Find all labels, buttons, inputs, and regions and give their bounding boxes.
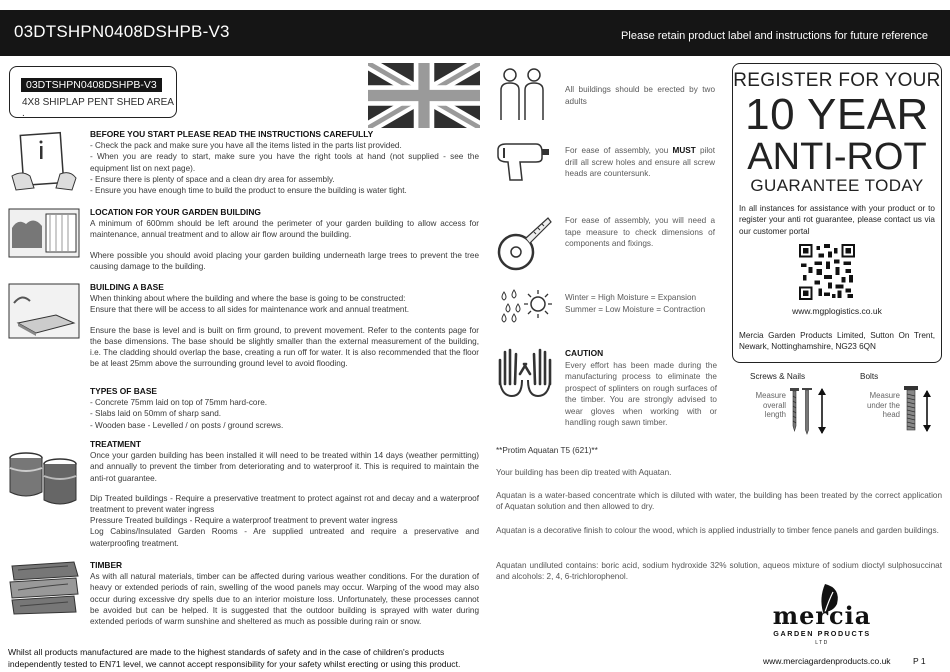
moisture-line: Winter = High Moisture = Expansion — [565, 293, 697, 302]
header-product-code: 03DTSHPN0408DSHPB-V3 — [14, 22, 230, 41]
page-number: P 1 — [913, 656, 926, 666]
before-line: - When you are ready to start, make sure you have the right tools at hand (not supplied - see the equipment list on next page). — [90, 152, 479, 173]
location-title: LOCATION FOR YOUR GARDEN BUILDING — [90, 207, 261, 217]
caution-note — [565, 348, 717, 429]
base-text: Ensure the base is level and is built on firm ground, to prevent movement. Refer to the contents page for the base dimensions. The base should be slightly smaller than the external measurement of the building, i.e. The cladding should overlap the base, creating a run off for water. It is also recommended that the floor be at least 25mm above the surrounding ground level to avoid flooding. — [90, 325, 479, 369]
uk-flag-icon — [368, 63, 480, 128]
mercia-logo — [755, 580, 890, 650]
tape-measure-note: For ease of assembly, you will need a tape measure to check dimensions of components and fixings. — [565, 216, 715, 248]
types-line: - Wooden base - Levelled / on posts / ground screws. — [90, 420, 284, 430]
before-line: - Ensure you have enough time to build the product to ensure the building is water tight. — [90, 186, 407, 196]
protim-heading: **Protim Aquatan T5 (621)** — [496, 446, 598, 455]
section-types-of-base — [90, 386, 479, 431]
gloves-icon — [496, 344, 554, 398]
pilot-must: MUST — [672, 146, 696, 155]
moisture-line: Summer = Low Moisture = Contraction — [565, 304, 706, 314]
guarantee-box — [732, 63, 942, 363]
tape-measure-icon — [496, 216, 552, 274]
guarantee-line-anti-rot: ANTI-ROT — [747, 136, 927, 178]
bolt-measure-icon — [902, 384, 934, 434]
safety-disclaimer: Whilst all products manufactured are made to the highest standards of safety and in the case of children's products independently tested to EN71 level, we cannot accept responsibility for your safety whilst erecting or using this product. — [8, 647, 461, 669]
caution-text: Every effort has been made during the manufacturing process to eliminate the prospect of splinters on rough surfaces of the timber. You are strongly advised to wear gloves when working with or handling rough sawn timber. — [565, 360, 717, 427]
pilot-post: pilot drill all screw holes and ensure all screw heads are countersunk. — [565, 146, 715, 178]
section-before-you-start — [90, 129, 479, 196]
dip-treated-text: Your building has been dip treated with Aquatan. — [496, 468, 672, 477]
product-code: 03DTSHPN0408DSHPB-V3 — [21, 78, 162, 92]
screws-nails-title: Screws & Nails — [750, 372, 806, 381]
product-label-box — [9, 66, 177, 118]
treatment-text: Dip Treated buildings - Require a preservative treatment to protect against rot and decay and a waterproof treatment to prevent water ingress — [90, 493, 479, 515]
header-bar — [0, 10, 950, 56]
garden-building-icon — [8, 208, 80, 258]
base-foundation-icon — [8, 283, 80, 339]
caution-title: CAUTION — [565, 348, 604, 358]
weather-moisture-icon — [498, 288, 552, 324]
treatment-text: Once your garden building has been installed it will need to be treated within 14 days (weather permitting) and annually to prevent the timber from deteriorating and to waterproof it. This is required to maintain the anti-rot guarantee. — [90, 451, 479, 483]
qr-code-icon[interactable] — [799, 244, 855, 300]
instructions-book-icon — [8, 130, 80, 192]
guarantee-line-today: GUARANTEE TODAY — [750, 176, 924, 195]
product-name: 4X8 SHIPLAP PENT SHED AREA . — [22, 97, 174, 119]
bolts-title: Bolts — [860, 372, 879, 381]
treatment-title: TREATMENT — [90, 439, 142, 449]
before-line: - Check the pack and make sure you have all the items listed in the parts list provided. — [90, 141, 402, 151]
company-address: Mercia Garden Products Limited, Sutton On Trent, Newark, Nottinghamshire, NG23 6QN — [739, 331, 935, 352]
guarantee-instructions: In all instances for assistance with your product or to register your anti rot guarantee, please contact us via our customer portal — [739, 204, 935, 236]
aquatan-text-1: Aquatan is a water-based concentrate which is diluted with water, the building has been treated by the correct application of Aquatan solution and then allowed to dry. — [496, 491, 942, 512]
section-location — [90, 207, 479, 272]
timber-planks-icon — [8, 560, 80, 616]
location-text: A minimum of 600mm should be left around the perimeter of your garden building to allow access for maintenance, annual treatment and to allow air flow around the building. — [90, 219, 479, 240]
guarantee-portal-link[interactable]: www.mgplogistics.co.uk — [792, 306, 882, 316]
base-text: Ensure that there will be access to all sides for maintenance work and annual treatment. — [90, 305, 410, 315]
moisture-note — [565, 292, 717, 315]
timber-title: TIMBER — [90, 560, 123, 570]
location-text: Where possible you should avoid placing your garden building underneath large trees to prevent the tree causing damage to the building. — [90, 250, 479, 271]
aquatan-text-2: Aquatan is a decorative finish to colour the wood, which is applied industrially to timber fence panels and garden buildings. — [496, 526, 939, 535]
base-text: When thinking about where the building and where the base is going to be constructed: — [90, 294, 406, 304]
pilot-drill-note — [565, 145, 715, 180]
before-line: - Ensure there is plenty of space and a clean dry area for assembly. — [90, 174, 335, 184]
base-title: BUILDING A BASE — [90, 282, 164, 292]
two-adults-icon — [496, 66, 548, 122]
bolts-measure-note: Measure under the head — [867, 391, 900, 420]
drill-icon — [496, 140, 550, 184]
adults-note: All buildings should be erected by two adults — [565, 85, 715, 106]
website-link[interactable]: www.merciagardenproducts.co.uk — [763, 656, 891, 666]
types-line: - Concrete 75mm laid on top of 75mm hard-core. — [90, 398, 268, 408]
section-building-base — [90, 282, 479, 369]
guarantee-line-register: REGISTER FOR YOUR — [733, 70, 941, 91]
treatment-text: Log Cabins/Insulated Garden Rooms - Are supplied untreated and require a preservative and waterproofing treatment. — [90, 527, 479, 548]
before-title: BEFORE YOU START PLEASE READ THE INSTRUCTIONS CAREFULLY — [90, 129, 374, 139]
header-retain-note: Please retain product label and instructions for future reference — [621, 30, 928, 42]
section-treatment — [90, 439, 479, 549]
logo-ltd: LTD — [815, 640, 829, 646]
types-line: - Slabs laid on 50mm of sharp sand. — [90, 409, 222, 419]
timber-text: As with all natural materials, timber can be affected during various weather conditions. For the duration of heavy or extended periods of rain, swelling of the wood panels may occur. Warping of the wood may also occur during excessive dry spells due to an interior moisture loss. Unfortunately, these processes cannot be avoided but can be helped. It is suggested that the outdoor building is sprayed with water during extended periods of warm sunshine and sheltered as much as possible during rain or snow. — [90, 572, 479, 627]
aquatan-text-3: Aquatan undiluted contains: boric acid, sodium hydroxide 32% solution, aqueos mixture of sodium dioctyl sulphosuccinat and alcohols: 2, 4, 6-trichlorophenol. — [496, 561, 942, 582]
screw-nail-measure-icon — [788, 386, 830, 436]
screws-measure-note: Measure overall length — [755, 391, 786, 420]
types-title: TYPES OF BASE — [90, 386, 158, 396]
logo-wordmark: mercia — [772, 601, 872, 630]
section-timber — [90, 560, 479, 627]
guarantee-line-10-year: 10 YEAR — [745, 90, 929, 139]
treatment-text: Pressure Treated buildings - Require a waterproof treatment to prevent water ingress — [90, 516, 398, 526]
logo-subline: GARDEN PRODUCTS — [773, 629, 871, 638]
pilot-pre: For ease of assembly, you — [565, 146, 673, 155]
paint-tins-icon — [6, 440, 82, 510]
